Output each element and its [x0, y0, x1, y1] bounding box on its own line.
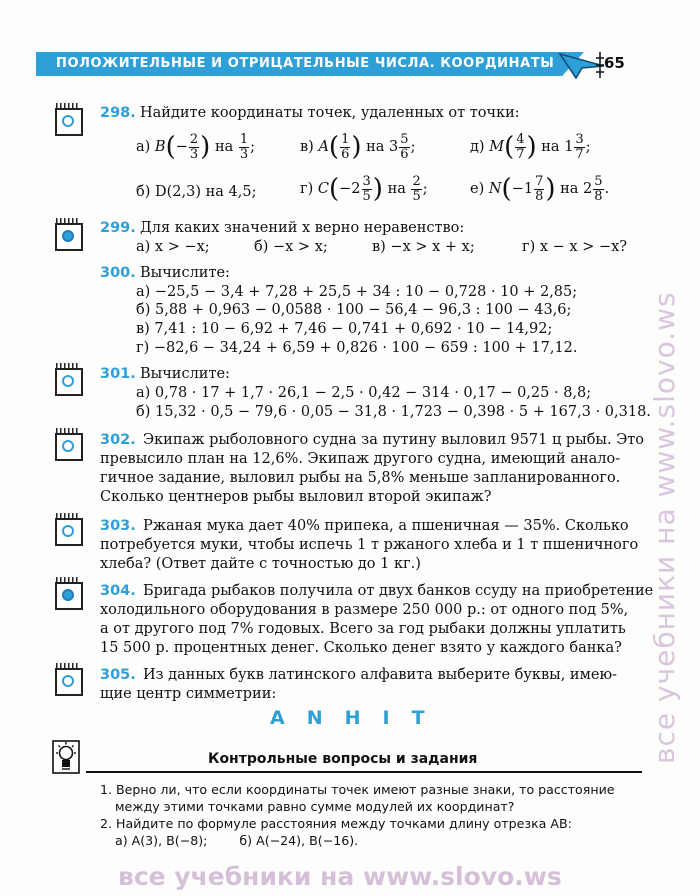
answer-item: в) −x > x + x;: [372, 239, 475, 255]
problem-number: 298.: [100, 105, 136, 121]
notepad-circle-icon: [50, 510, 84, 544]
answer-item: г) x − x > −x?: [522, 239, 628, 255]
chapter-title: ПОЛОЖИТЕЛЬНЫЕ И ОТРИЦАТЕЛЬНЫЕ ЧИСЛА. КООРДИНАТЫ: [56, 56, 555, 71]
problem-number: 301.: [100, 366, 136, 382]
problem-text: Бригада рыбаков получила от двух банков ссуду на приобретение: [143, 583, 654, 599]
problem-text: Найдите координаты точек, удаленных от точки:: [140, 105, 520, 121]
problem-text: превысило план на 12,6%. Экипаж другого судна, имеющий анало-: [100, 451, 621, 467]
question-text: 1. Верно ли, что если координаты точек имеют разные знаки, то расстояние: [100, 782, 615, 797]
problem-number: 304.: [100, 583, 136, 599]
page-number: 65: [604, 54, 625, 72]
problem-number: 299.: [100, 220, 136, 236]
answer-item-d: д) M( $\frac{4}{7}$ ) на 1 $\frac{3}{7}$ ;: [470, 131, 591, 162]
expression-line: б) 5,88 + 0,963 − 0,0588 · 100 − 56,4 − 96,3 : 100 − 43,6;: [136, 302, 572, 318]
answer-item-e: е) N(−1 $\frac{7}{8}$ ) на 2 $\frac{5}{8}$ .: [470, 173, 610, 204]
problem-text: Сколько центнеров рыбы выловил второй экипаж?: [100, 489, 492, 505]
question-text: между этими точками равно сумме модулей их координат?: [115, 799, 515, 814]
question-text: а) A(3), B(−8); б) A(−24), B(−16).: [115, 833, 359, 848]
expression-line: б) 15,32 · 0,5 − 79,6 · 0,05 − 31,8 · 1,723 − 0,398 · 5 + 167,3 · 0,318.: [136, 404, 651, 420]
answer-item: б) −x > x;: [254, 239, 328, 255]
arrow-cursor-icon: [556, 50, 610, 80]
problem-number: 305.: [100, 667, 136, 683]
expression-line: в) 7,41 : 10 − 6,92 + 7,46 − 0,741 + 0,692 · 10 − 14,92;: [136, 321, 553, 337]
problem-number: 300.: [100, 265, 136, 281]
problem-text: Ржаная мука дает 40% припека, а пшеничная — 35%. Сколько: [143, 518, 629, 534]
problem-number: 303.: [100, 518, 136, 534]
notepad-circle-icon: [50, 660, 84, 694]
problem-text: Вычислите:: [140, 265, 230, 281]
problem-text: гичное задание, выловил рыбы на 5,8% меньше запланированного.: [100, 470, 621, 486]
answer-item-v: в) A( $\frac{1}{6}$ ) на 3 $\frac{5}{6}$ ;: [300, 131, 416, 162]
answer-item-b: б) D(2,3) на 4,5;: [136, 184, 257, 200]
notepad-circle-icon: [50, 360, 84, 394]
expression-line: а) 0,78 · 17 + 1,7 · 26,1 − 2,5 · 0,42 − 314 · 0,17 − 0,25 · 8,8;: [136, 385, 592, 401]
problem-text: щие центр симметрии:: [100, 686, 277, 702]
section-divider: [86, 771, 642, 773]
answer-item-g: г) C(−2 $\frac{3}{5}$ ) на $\frac{2}{5}$ ;: [300, 173, 428, 204]
question-text: 2. Найдите по формуле расстояния между точками длину отрезка AB:: [100, 816, 572, 831]
bottom-watermark: все учебники на www.slovo.ws: [118, 862, 562, 891]
problem-text: 15 500 р. процентных денег. Сколько денег взято у каждого банка?: [100, 640, 622, 656]
notepad-circle-icon: [50, 425, 84, 459]
problem-text: потребуется муки, чтобы испечь 1 т ржаного хлеба и 1 т пшеничного: [100, 537, 639, 553]
notepad-dot-icon: [50, 574, 84, 608]
problem-text: Из данных букв латинского алфавита выберите буквы, имею-: [143, 667, 617, 683]
lightbulb-icon: [52, 740, 80, 774]
problem-text: Экипаж рыболовного судна за путину выловил 9571 ц рыбы. Это: [143, 432, 645, 448]
problem-text: хлеба? (Ответ дайте с точностью до 1 кг.): [100, 556, 421, 572]
problem-text: а от другого под 7% годовых. Всего за год рыбаки должны уплатить: [100, 621, 626, 637]
problem-text: Вычислите:: [140, 366, 230, 382]
expression-line: а) −25,5 − 3,4 + 7,28 + 25,5 + 34 : 10 − 0,728 · 10 + 2,85;: [136, 284, 578, 300]
latin-letters: ANHIT: [270, 707, 447, 729]
answer-item-a: а) B(− $\frac{2}{3}$ ) на $\frac{1}{3}$ ;: [136, 131, 256, 162]
expression-line: г) −82,6 − 34,24 + 6,59 + 0,826 · 100 − 659 : 100 + 17,12.: [136, 340, 578, 356]
problem-text: Для каких значений x верно неравенство:: [140, 220, 465, 236]
chapter-header: [36, 52, 632, 76]
notepad-dot-icon: [50, 215, 84, 249]
problem-number: 302.: [100, 432, 136, 448]
side-watermark: все учебники на www.slovo.ws: [648, 291, 681, 764]
answer-item: а) x > −x;: [136, 239, 210, 255]
problem-text: холодильного оборудования в размере 250 000 р.: от одного под 5%,: [100, 602, 629, 618]
notepad-circle-icon: [50, 100, 84, 134]
section-title: Контрольные вопросы и задания: [208, 751, 478, 767]
